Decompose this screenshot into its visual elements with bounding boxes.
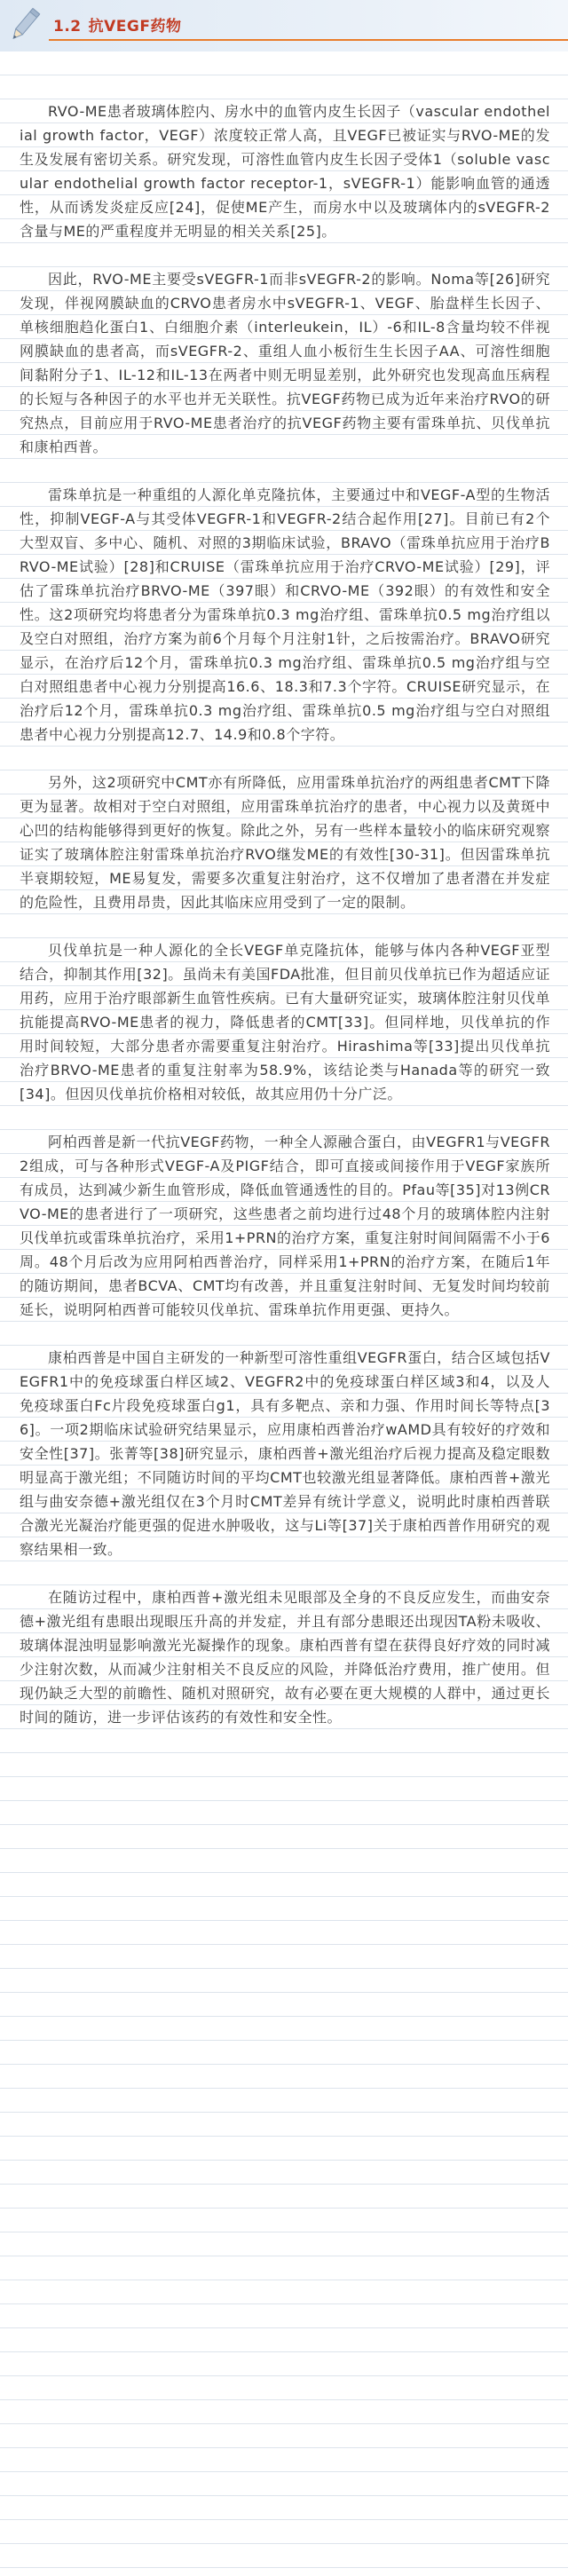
paragraph: 雷珠单抗是一种重组的人源化单克隆抗体，主要通过中和VEGF-A型的生物活性，抑制VEGF-A与其受体VEGFR-1和VEGFR-2结合起作用[27]。目前已有2个大型双盲、多中心、随机、对照的3期临床试验，BRAVO（雷珠单抗应用于治疗BRVO-ME试验）[28]和CRUISE（雷珠单抗应用于治疗CRVO-ME试验）[29]，评估了雷珠单抗治疗BRVO-ME（397眼）和CRVO-ME（392眼）的有效性和安全性。这2项研究均将患者分为雷珠单抗0.3 mg治疗组、雷珠单抗0.5 mg治疗组以及空白对照组，治疗方案为前6个月每个月注射1针，之后按需治疗。BRAVO研究显示，在治疗后12个月，雷珠单抗0.3 mg治疗组、雷珠单抗0.5 mg治疗组与空白对照组患者中心视力分别提高16.6、18.3和7.3个字符。CRUISE研究显示，在治疗后12个月，雷珠单抗0.3 mg治疗组、雷珠单抗0.5 mg治疗组与空白对照组患者中心视力分别提高12.7、14.9和0.8个字符。	[20, 486, 550, 743]
paragraph: 阿柏西普是新一代抗VEGF药物，一种全人源融合蛋白，由VEGFR1与VEGFR2组成，可与各种形式VEGF-A及PIGF结合，即可直接或间接作用于VEGF家族所有成员，达到减少新生血管形成，降低血管通透性的目的。Pfau等[35]对13例CRVO-ME的患者进行了一项研究，这些患者之前均进行过48个月的玻璃体腔内注射贝伐单抗或雷珠单抗治疗，采用1+PRN的治疗方案，重复注射时间间隔需不小于6周。48个月后改为应用阿柏西普治疗，同样采用1+PRN的治疗方案，在随后1年的随访期间，患者BCVA、CMT均有改善，并且重复注射时间、无复发时间均较前延长，说明阿柏西普可能较贝伐单抗、雷珠单抗作用更强、更持久。	[20, 1134, 550, 1318]
section-header	[0, 0, 568, 51]
title-underline	[49, 39, 568, 41]
paragraph: 贝伐单抗是一种人源化的全长VEGF单克隆抗体，能够与体内各种VEGF亚型结合，抑制其作用[32]。虽尚未有美国FDA批准，但目前贝伐单抗已作为超适应证用药，应用于治疗眼部新生血管性疾病。已有大量研究证实，玻璃体腔注射贝伐单抗能提高RVO-ME患者的视力，降低患者的CMT[33]。但同样地，贝伐单抗的作用时间较短，大部分患者亦需要重复注射治疗。Hirashima等[33]提出贝伐单抗治疗BRVO-ME患者的重复注射率为58.9%，该结论类与Hanada等的研究一致 [34]。但因贝伐单抗价格相对较低，故其应用仍十分广泛。	[20, 942, 550, 1102]
section-number: 1.2	[53, 18, 82, 36]
section-title	[53, 13, 181, 36]
paragraph: 因此，RVO-ME主要受sVEGFR-1而非sVEGFR-2的影响。Noma等[26]研究发现，伴视网膜缺血的CRVO患者房水中sVEGFR-1、VEGF、胎盘样生长因子、单核细胞趋化蛋白1、白细胞介素（interleukein，IL）-6和IL-8含量均较不伴视网膜缺血的患者高，而sVEGFR-2、重组人血小板衍生生长因子AA、可溶性细胞间黏附分子1、IL-12和IL-13在两者中则无明显差别，此外研究也发现高血压病程的长短与各种因子的水平也并无关联性。抗VEGF药物已成为近年来治疗RVO的研究热点，目前应用于RVO-ME患者治疗的抗VEGF药物主要有雷珠单抗、贝伐单抗和康柏西普。	[20, 271, 550, 455]
paragraph: 康柏西普是中国自主研发的一种新型可溶性重组VEGFR蛋白，结合区域包括VEGFR1中的免疫球蛋白样区域2、VEGFR2中的免疫球蛋白样区域3和4，以及人免疫球蛋白Fc片段免疫球蛋白g1，具有多靶点、亲和力强、作用时间长等特点[36]。一项2期临床试验研究结果显示，应用康柏西普治疗wAMD具有较好的疗效和安全性[37]。张菁等[38]研究显示，康柏西普+激光组治疗后视力提高及稳定眼数明显高于激光组；不同随访时间的平均CMT也较激光组显著降低。康柏西普+激光组与曲安奈德+激光组仅在3个月时CMT差异有统计学意义，说明此时康柏西普联合激光光凝治疗能更强的促进水肿吸收，这与Li等[37]关于康柏西普作用研究的观察结果相一致。	[20, 1349, 550, 1558]
paragraph: 另外，这2项研究中CMT亦有所降低，应用雷珠单抗治疗的两组患者CMT下降更为显著。故相对于空白对照组，应用雷珠单抗治疗的患者，中心视力以及黄斑中心凹的结构能够得到更好的恢复。除此之外，另有一些样本量较小的临床研究观察证实了玻璃体腔注射雷珠单抗治疗RVO继发ME的有效性[30-31]。但因雷珠单抗半衰期较短，ME易复发，需要多次重复注射治疗，这不仅增加了患者潜在并发症的危险性，且费用昂贵，因此其临床应用受到了一定的限制。	[20, 774, 550, 911]
article-body	[0, 51, 568, 2576]
section-title-text: 抗VEGF药物	[88, 18, 182, 36]
paragraph: RVO-ME患者玻璃体腔内、房水中的血管内皮生长因子（vascular endothelial growth factor，VEGF）浓度较正常人高，且VEGF已被证实与RVO-ME的发生及发展有密切关系。研究发现，可溶性血管内皮生长因子受体1（soluble vascular endothelial growth factor receptor-1，sVEGFR-1）能影响血管的通透性，从而诱发炎症反应[24]，促使ME产生，而房水中以及玻璃体内的sVEGFR-2含量与ME的严重程度并无明显的相关关系[25]。	[20, 103, 550, 240]
pencil-icon	[7, 5, 43, 44]
paragraph: 在随访过程中，康柏西普+激光组未见眼部及全身的不良反应发生，而曲安奈德+激光组有患眼出现眼压升高的并发症，并且有部分患眼还出现因TA粉未吸收、玻璃体混浊明显影响激光光凝操作的现象。康柏西普有望在获得良好疗效的同时减少注射次数，从而减少注射相关不良反应的风险，并降低治疗费用，推广使用。但现仍缺乏大型的前瞻性、随机对照研究，故有必要在更大规模的人群中，通过更长时间的随访，进一步评估该药的有效性和安全性。	[20, 1589, 550, 1726]
